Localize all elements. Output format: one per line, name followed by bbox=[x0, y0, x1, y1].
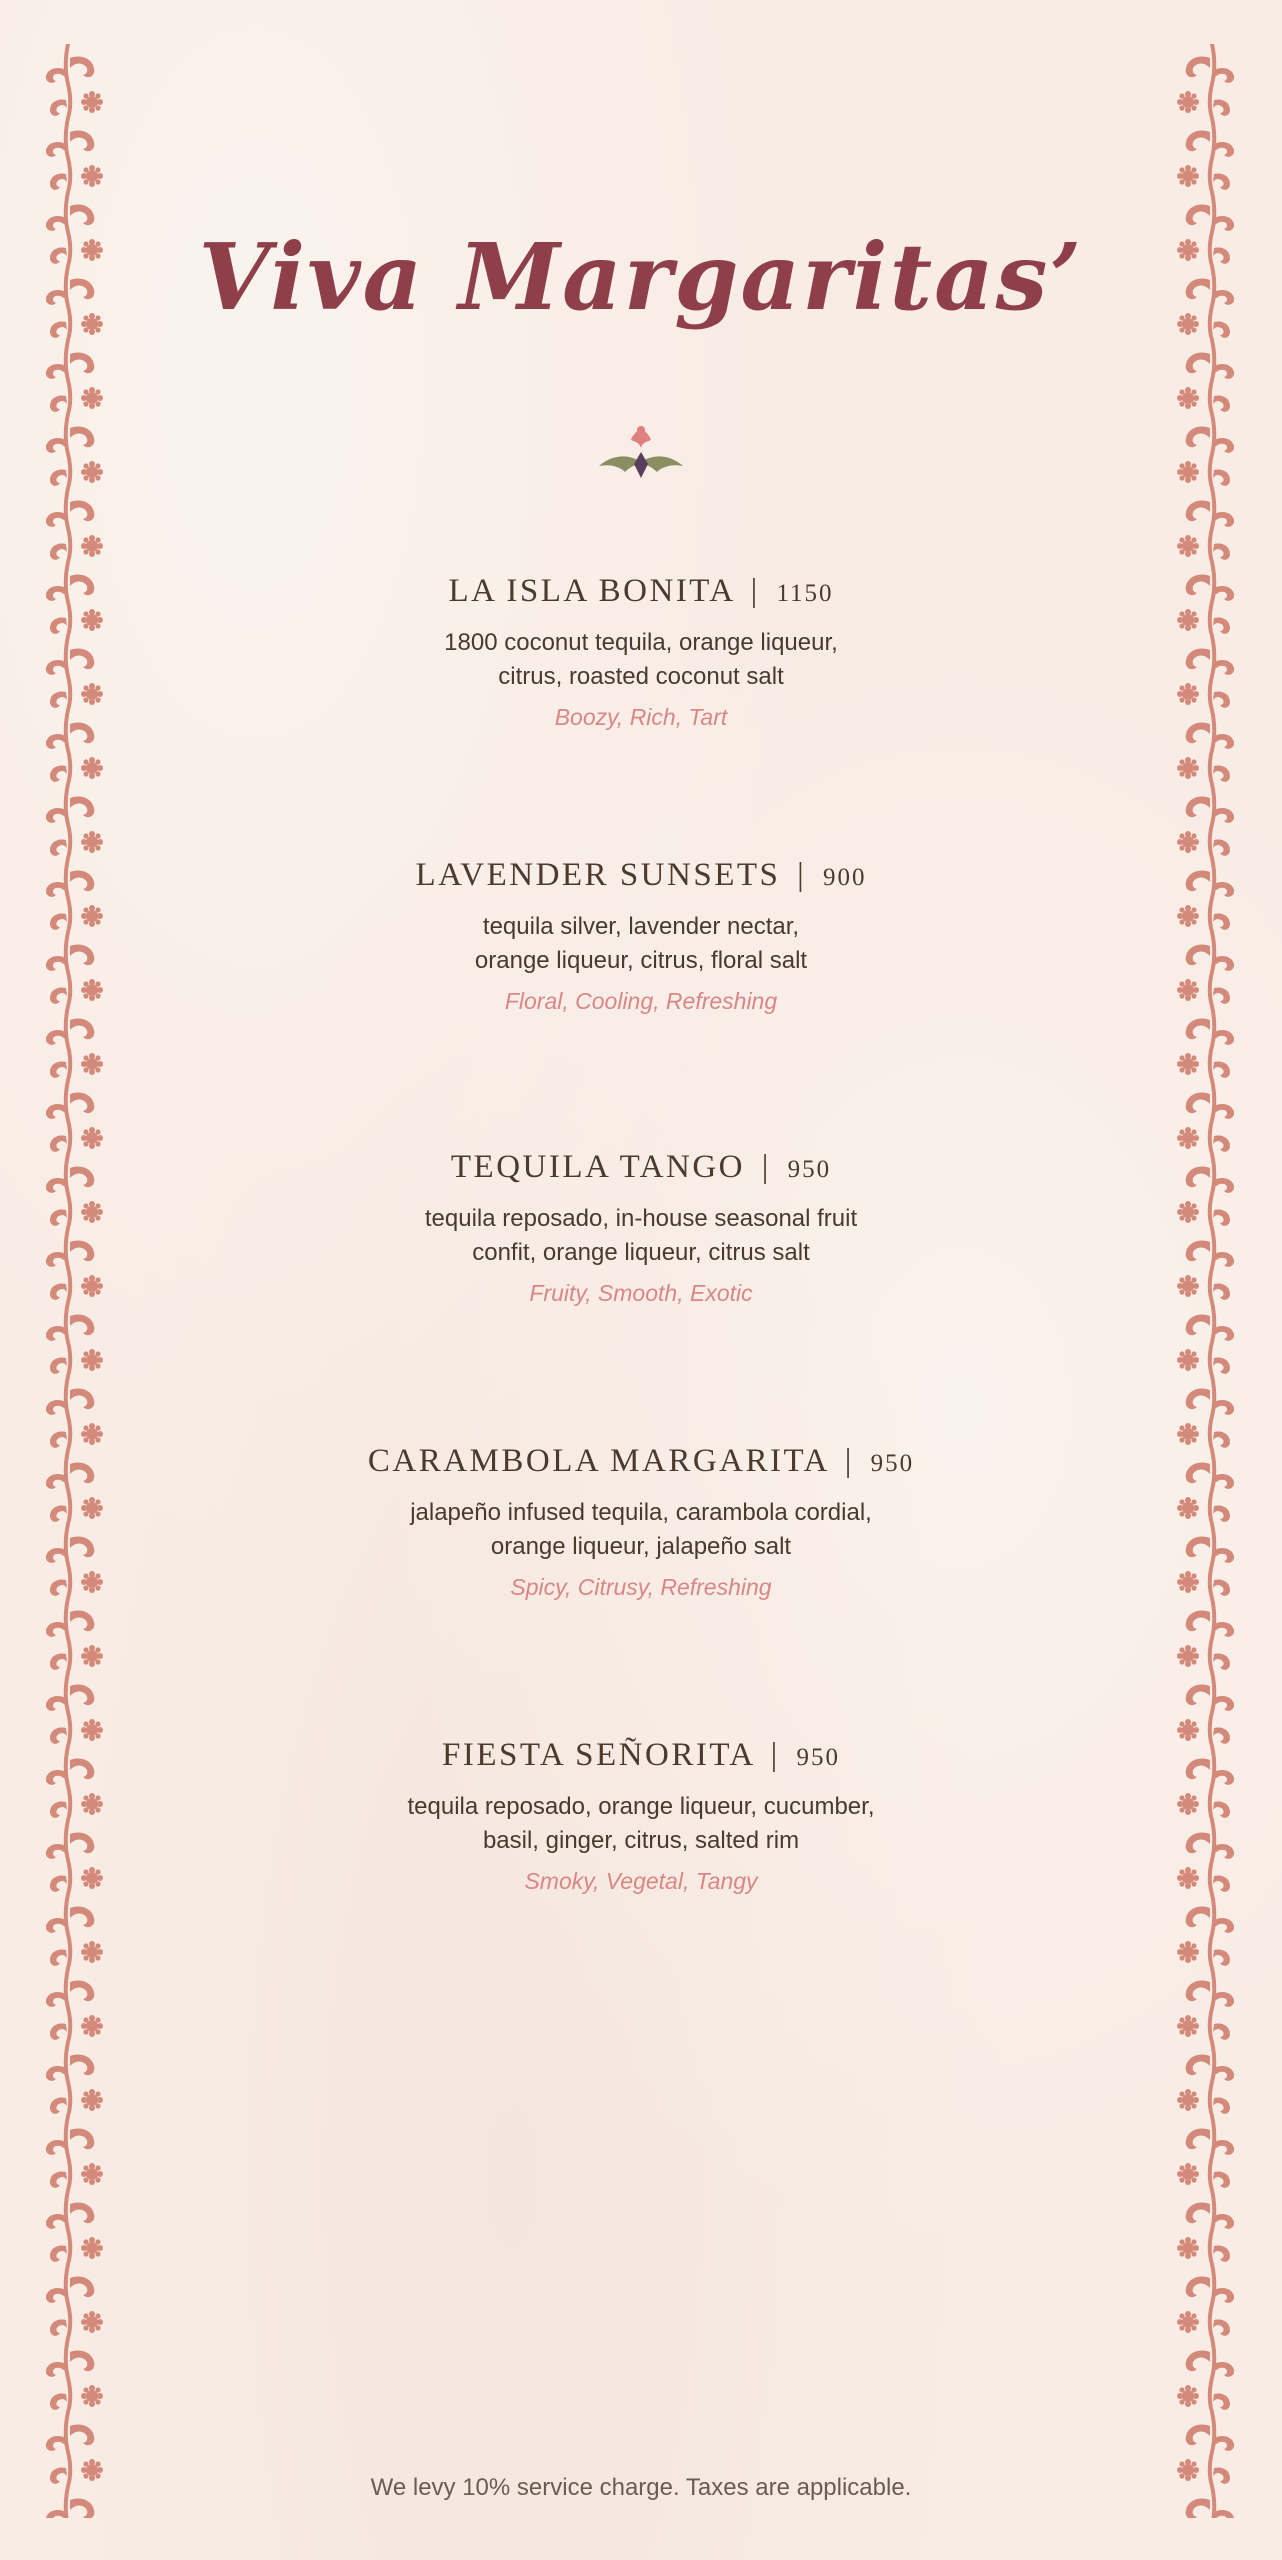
item-description-line: confit, orange liqueur, citrus salt bbox=[472, 1238, 810, 1266]
item-description-line: tequila reposado, in-house seasonal fruit bbox=[424, 1204, 858, 1232]
item-description bbox=[241, 1496, 1041, 1564]
item-description-line: citrus, roasted coconut salt bbox=[498, 662, 784, 690]
item-price: 950 bbox=[870, 1450, 915, 1477]
item-separator: | bbox=[761, 1149, 771, 1185]
item-tasting-notes: Boozy, Rich, Tart bbox=[554, 703, 728, 730]
flower-divider-icon bbox=[591, 418, 691, 486]
menu-item-la-isla-bonita bbox=[241, 572, 1041, 731]
item-description-line: tequila reposado, orange liqueur, cucumber, bbox=[407, 1792, 875, 1820]
item-heading bbox=[241, 572, 1041, 612]
item-separator: | bbox=[770, 1737, 780, 1773]
menu-item-lavender-sunsets bbox=[241, 856, 1041, 1015]
item-description-line: 1800 coconut tequila, orange liqueur, bbox=[444, 628, 838, 656]
item-description-line: orange liqueur, citrus, floral salt bbox=[474, 946, 808, 974]
menu-item-carambola-margarita bbox=[241, 1442, 1041, 1601]
item-tasting-notes: Floral, Cooling, Refreshing bbox=[504, 987, 778, 1014]
item-name: LA ISLA BONITA bbox=[448, 573, 734, 609]
menu-title: Viva Margaritas’ bbox=[198, 223, 1084, 331]
item-description bbox=[241, 910, 1041, 978]
item-separator: | bbox=[750, 573, 760, 609]
item-heading bbox=[241, 1148, 1041, 1188]
service-charge-note: We levy 10% service charge. Taxes are applicable. bbox=[370, 2474, 912, 2501]
item-heading bbox=[241, 1736, 1041, 1776]
filigree-border-right-icon bbox=[1170, 44, 1244, 2518]
item-name: LAVENDER SUNSETS bbox=[415, 857, 781, 893]
menu-item-tequila-tango bbox=[241, 1148, 1041, 1307]
item-description-line: basil, ginger, citrus, salted rim bbox=[482, 1826, 800, 1854]
item-price: 950 bbox=[787, 1156, 832, 1183]
item-price: 1150 bbox=[776, 580, 834, 607]
filigree-border-left-icon bbox=[36, 44, 110, 2518]
item-price: 950 bbox=[796, 1744, 840, 1771]
item-description bbox=[241, 1202, 1041, 1270]
item-tasting-notes: Fruity, Smooth, Exotic bbox=[529, 1279, 753, 1306]
menu-item-fiesta-senorita bbox=[241, 1736, 1041, 1895]
item-description-line: orange liqueur, jalapeño salt bbox=[490, 1532, 792, 1560]
item-tasting-notes: Spicy, Citrusy, Refreshing bbox=[510, 1573, 772, 1600]
item-description bbox=[241, 1790, 1041, 1858]
item-description-line: jalapeño infused tequila, carambola cordial, bbox=[410, 1498, 872, 1526]
item-name: CARAMBOLA MARGARITA bbox=[367, 1443, 829, 1479]
item-separator: | bbox=[797, 857, 807, 893]
item-price: 900 bbox=[822, 864, 867, 891]
item-separator: | bbox=[844, 1443, 854, 1479]
item-tasting-notes: Smoky, Vegetal, Tangy bbox=[524, 1867, 758, 1894]
item-name: TEQUILA TANGO bbox=[450, 1149, 746, 1185]
item-name: FIESTA SEÑORITA bbox=[442, 1737, 754, 1773]
item-heading bbox=[241, 856, 1041, 896]
item-description-line: tequila silver, lavender nectar, bbox=[482, 912, 800, 940]
item-heading bbox=[241, 1442, 1041, 1482]
item-description bbox=[241, 626, 1041, 694]
